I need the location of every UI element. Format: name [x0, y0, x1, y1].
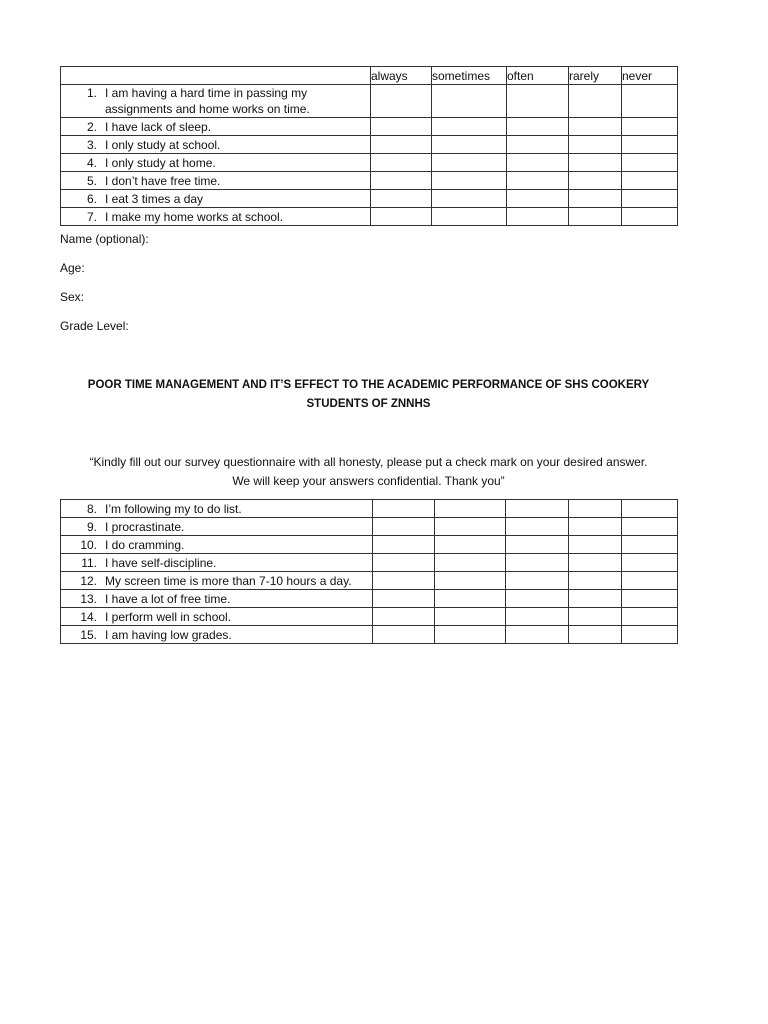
answer-cell-always[interactable]: [371, 154, 432, 172]
answer-cell-never[interactable]: [622, 590, 678, 608]
answer-cell-never[interactable]: [622, 536, 678, 554]
answer-cell-never[interactable]: [622, 608, 678, 626]
answer-cell-always[interactable]: [371, 208, 432, 226]
question-number: 6.: [86, 191, 97, 206]
answer-cell-rarely[interactable]: [569, 172, 622, 190]
answer-cell-sometimes[interactable]: [432, 136, 507, 154]
question-number: 12.: [80, 573, 97, 588]
answer-cell-rarely[interactable]: [569, 85, 622, 118]
answer-cell-never[interactable]: [622, 190, 678, 208]
table-row: [61, 136, 678, 154]
document-title: [60, 376, 677, 414]
answer-cell-sometimes[interactable]: [435, 626, 506, 644]
header-often: often: [507, 67, 569, 85]
answer-cell-rarely[interactable]: [569, 500, 622, 518]
title-line-2: STUDENTS OF ZNNHS: [306, 398, 431, 410]
question-text: I have self-discipline.: [105, 555, 217, 570]
answer-cell-often[interactable]: [506, 608, 569, 626]
answer-cell-always[interactable]: [371, 118, 432, 136]
answer-cell-always[interactable]: [373, 536, 435, 554]
question-text: I eat 3 times a day: [105, 191, 204, 206]
question-number: 4.: [86, 155, 97, 170]
question-number: 3.: [86, 137, 97, 152]
question-text: I make my home works at school.: [105, 209, 284, 224]
survey-table-part-2: [60, 499, 678, 644]
question-cell: [61, 118, 371, 136]
question-cell: [61, 500, 373, 518]
answer-cell-often[interactable]: [506, 536, 569, 554]
table-row: [61, 536, 678, 554]
question-number: 8.: [86, 501, 97, 516]
table-row: [61, 154, 678, 172]
answer-cell-sometimes[interactable]: [432, 208, 507, 226]
question-text: I have a lot of free time.: [105, 591, 231, 606]
question-text: I only study at home.: [105, 155, 216, 170]
question-cell: [61, 190, 371, 208]
answer-cell-never[interactable]: [622, 136, 678, 154]
answer-cell-sometimes[interactable]: [435, 536, 506, 554]
answer-cell-sometimes[interactable]: [432, 85, 507, 118]
answer-cell-sometimes[interactable]: [432, 172, 507, 190]
question-text: I procrastinate.: [105, 519, 185, 534]
table-header-row: [61, 67, 678, 85]
header-sometimes: sometimes: [432, 67, 507, 85]
table-row: [61, 554, 678, 572]
answer-cell-never[interactable]: [622, 208, 678, 226]
answer-cell-never[interactable]: [622, 626, 678, 644]
question-number: 5.: [86, 173, 97, 188]
answer-cell-always[interactable]: [373, 626, 435, 644]
answer-cell-rarely[interactable]: [569, 154, 622, 172]
answer-cell-rarely[interactable]: [569, 572, 622, 590]
sex-field-label: Sex:: [60, 290, 85, 304]
question-text: My screen time is more than 7-10 hours a day.: [105, 573, 352, 588]
header-blank-cell: [61, 67, 371, 85]
answer-cell-rarely[interactable]: [569, 554, 622, 572]
table-row: [61, 626, 678, 644]
question-text: I have lack of sleep.: [105, 119, 212, 134]
answer-cell-never[interactable]: [622, 85, 678, 118]
question-cell: [61, 208, 371, 226]
question-cell: [61, 626, 373, 644]
question-number: 11.: [81, 555, 97, 570]
table-row: [61, 518, 678, 536]
answer-cell-sometimes[interactable]: [432, 154, 507, 172]
answer-cell-often[interactable]: [507, 136, 569, 154]
answer-cell-always[interactable]: [371, 190, 432, 208]
question-cell: [61, 518, 373, 536]
table-row: [61, 590, 678, 608]
answer-cell-never[interactable]: [622, 554, 678, 572]
question-cell: [61, 590, 373, 608]
question-text: I’m following my to do list.: [105, 501, 242, 516]
answer-cell-sometimes[interactable]: [435, 500, 506, 518]
answer-cell-rarely[interactable]: [569, 590, 622, 608]
answer-cell-often[interactable]: [506, 518, 569, 536]
question-text: I only study at school.: [105, 137, 221, 152]
question-text: I am having a hard time in passing my assignments and home works on time.: [105, 86, 310, 116]
question-number: 2.: [86, 119, 97, 134]
answer-cell-often[interactable]: [507, 85, 569, 118]
question-text: I don’t have free time.: [105, 173, 221, 188]
answer-cell-often[interactable]: [507, 118, 569, 136]
survey-table-part-1: [60, 66, 678, 226]
title-line-1: POOR TIME MANAGEMENT AND IT’S EFFECT TO THE ACADEMIC PERFORMANCE OF SHS COOKERY: [87, 379, 650, 391]
table-row: [61, 500, 678, 518]
table-row: [61, 608, 678, 626]
question-text: I am having low grades.: [105, 627, 232, 642]
answer-cell-always[interactable]: [371, 85, 432, 118]
header-never: never: [622, 67, 678, 85]
answer-cell-rarely[interactable]: [569, 626, 622, 644]
table-row: [61, 208, 678, 226]
survey-instructions: [60, 453, 677, 491]
answer-cell-never[interactable]: [622, 172, 678, 190]
answer-cell-rarely[interactable]: [569, 518, 622, 536]
name-field-label: Name (optional):: [60, 232, 149, 246]
answer-cell-sometimes[interactable]: [435, 518, 506, 536]
table-row: [61, 190, 678, 208]
answer-cell-often[interactable]: [506, 626, 569, 644]
answer-cell-often[interactable]: [507, 208, 569, 226]
answer-cell-always[interactable]: [373, 518, 435, 536]
question-number: 13.: [80, 591, 97, 606]
question-cell: [61, 572, 373, 590]
answer-cell-always[interactable]: [373, 590, 435, 608]
answer-cell-always[interactable]: [373, 554, 435, 572]
answer-cell-never[interactable]: [622, 118, 678, 136]
header-always: always: [371, 67, 432, 85]
answer-cell-often[interactable]: [507, 154, 569, 172]
answer-cell-rarely[interactable]: [569, 190, 622, 208]
table-row: [61, 85, 678, 118]
answer-cell-often[interactable]: [506, 590, 569, 608]
question-number: 7.: [86, 209, 97, 224]
answer-cell-sometimes[interactable]: [435, 590, 506, 608]
answer-cell-often[interactable]: [506, 572, 569, 590]
question-cell: [61, 608, 373, 626]
instructions-line-1: “Kindly fill out our survey questionnaire with all honesty, please put a check mark on your desired answer.: [89, 455, 648, 469]
answer-cell-always[interactable]: [373, 608, 435, 626]
answer-cell-rarely[interactable]: [569, 608, 622, 626]
answer-cell-never[interactable]: [622, 500, 678, 518]
answer-cell-often[interactable]: [506, 554, 569, 572]
answer-cell-always[interactable]: [371, 136, 432, 154]
answer-cell-rarely[interactable]: [569, 118, 622, 136]
question-number: 1.: [86, 86, 97, 100]
table-row: [61, 118, 678, 136]
question-number: 14.: [80, 609, 97, 624]
age-field-label: Age:: [60, 261, 85, 275]
question-number: 9.: [86, 519, 97, 534]
answer-cell-always[interactable]: [373, 572, 435, 590]
question-cell: [61, 172, 371, 190]
table-row: [61, 172, 678, 190]
answer-cell-often[interactable]: [507, 172, 569, 190]
answer-cell-sometimes[interactable]: [432, 118, 507, 136]
question-cell: [61, 554, 373, 572]
question-cell: [61, 136, 371, 154]
answer-cell-sometimes[interactable]: [432, 190, 507, 208]
answer-cell-rarely[interactable]: [569, 136, 622, 154]
question-text: I do cramming.: [105, 537, 185, 552]
answer-cell-never[interactable]: [622, 572, 678, 590]
question-text: I perform well in school.: [105, 609, 232, 624]
grade-level-field-label: Grade Level:: [60, 319, 129, 333]
answer-cell-sometimes[interactable]: [435, 554, 506, 572]
header-rarely: rarely: [569, 67, 622, 85]
question-cell: [61, 85, 371, 118]
answer-cell-often[interactable]: [506, 500, 569, 518]
instructions-line-2: We will keep your answers confidential. Thank you”: [232, 474, 505, 488]
answer-cell-never[interactable]: [622, 154, 678, 172]
question-number: 10.: [80, 537, 97, 552]
answer-cell-never[interactable]: [622, 518, 678, 536]
answer-cell-often[interactable]: [507, 190, 569, 208]
question-cell: [61, 536, 373, 554]
answer-cell-rarely[interactable]: [569, 536, 622, 554]
answer-cell-rarely[interactable]: [569, 208, 622, 226]
answer-cell-sometimes[interactable]: [435, 572, 506, 590]
answer-cell-sometimes[interactable]: [435, 608, 506, 626]
table-row: [61, 572, 678, 590]
answer-cell-always[interactable]: [371, 172, 432, 190]
question-number: 15.: [80, 627, 97, 642]
question-cell: [61, 154, 371, 172]
answer-cell-always[interactable]: [373, 500, 435, 518]
